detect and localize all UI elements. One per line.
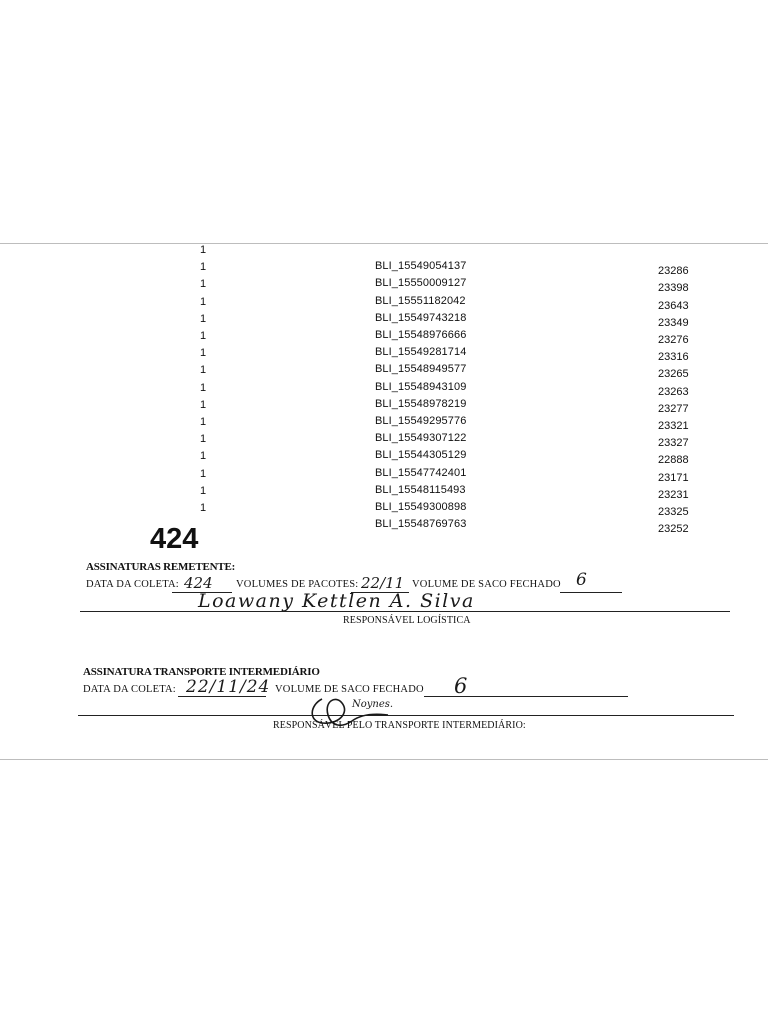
- row-quantity: 1: [200, 312, 207, 325]
- row-quantity: 1: [200, 381, 207, 394]
- row-reference-number: 23263: [658, 385, 689, 398]
- transport-date-label: DATA DA COLETA:: [83, 684, 176, 695]
- row-tracking-code: BLI_15549300898: [375, 501, 467, 513]
- manifest-row: [0, 261, 768, 278]
- manifest-row: [0, 330, 768, 347]
- manifest-row: [0, 433, 768, 450]
- row-quantity: 1: [200, 295, 207, 308]
- manifest-row: [0, 364, 768, 381]
- row-quantity: 1: [200, 261, 207, 274]
- manifest-row: [0, 244, 768, 261]
- row-tracking-code: BLI_15549743218: [375, 311, 467, 324]
- row-tracking-code: BLI_15547742401: [375, 466, 467, 479]
- row-tracking-code: BLI_15548943109: [375, 380, 467, 393]
- row-tracking-code: BLI_15549295776: [375, 415, 467, 427]
- row-tracking-code: BLI_15548976666: [375, 329, 467, 341]
- row-tracking-code: BLI_15551182042: [375, 294, 466, 307]
- sender-bag-line: [560, 592, 622, 593]
- row-reference-number: 23398: [658, 282, 689, 295]
- row-tracking-code: BLI_15550009127: [375, 277, 467, 290]
- transport-bag-label: VOLUME DE SACO FECHADO: [275, 684, 424, 695]
- transport-signature: Noynes.: [352, 699, 394, 710]
- row-reference-number: 23327: [658, 437, 689, 450]
- row-reference-number: 23349: [658, 316, 689, 329]
- row-tracking-code: BLI_15548978219: [375, 397, 467, 410]
- row-quantity: 1: [200, 398, 207, 411]
- manifest-row: [0, 313, 768, 330]
- row-reference-number: 23265: [658, 368, 689, 381]
- sender-bag-value: 6: [576, 570, 587, 590]
- row-reference-number: 23286: [658, 265, 689, 278]
- transport-signature-caption: RESPONSÁVEL PELO TRANSPORTE INTERMEDIÁRIO:: [273, 720, 526, 731]
- manifest-row: [0, 278, 768, 295]
- row-quantity: 1: [200, 416, 207, 428]
- row-reference-number: 23276: [658, 334, 689, 346]
- row-reference-number: 23252: [658, 523, 689, 536]
- manifest-row: [0, 450, 768, 467]
- row-tracking-code: BLI_15549307122: [375, 432, 467, 445]
- manifest-row: [0, 382, 768, 399]
- transport-date-value: 22/11/24: [186, 677, 271, 697]
- row-quantity: 1: [200, 330, 207, 342]
- row-quantity: 1: [200, 502, 207, 514]
- manifest-row: [0, 347, 768, 364]
- shipment-manifest-page: [0, 243, 768, 760]
- row-quantity: 1: [200, 484, 207, 497]
- row-reference-number: 23277: [658, 402, 689, 415]
- sender-section-title: ASSINATURAS REMETENTE:: [86, 561, 236, 573]
- row-reference-number: 23171: [658, 471, 689, 484]
- row-quantity: 1: [200, 278, 207, 291]
- row-tracking-code: BLI_15544305129: [375, 449, 467, 462]
- row-reference-number: 23316: [658, 351, 689, 364]
- sender-packages-label: VOLUMES DE PACOTES:: [236, 579, 359, 590]
- row-quantity: 1: [200, 364, 207, 377]
- manifest-row: [0, 502, 768, 519]
- row-reference-number: 23325: [658, 506, 689, 518]
- sender-signature: Loawany Kettlen A. Silva: [198, 590, 475, 612]
- row-reference-number: 23643: [658, 299, 689, 312]
- sender-date-value: 424: [184, 574, 213, 592]
- row-quantity: 1: [200, 347, 207, 360]
- row-reference-number: 22888: [658, 454, 689, 467]
- row-reference-number: 23231: [658, 488, 689, 501]
- row-tracking-code: BLI_15548949577: [375, 363, 467, 376]
- sender-signature-caption: RESPONSÁVEL LOGÍSTICA: [343, 615, 471, 626]
- manifest-row: [0, 468, 768, 485]
- row-quantity: 1: [200, 244, 207, 256]
- row-tracking-code: BLI_15548115493: [375, 483, 466, 496]
- row-tracking-code: BLI_15549281714: [375, 346, 467, 359]
- sender-bag-label: VOLUME DE SACO FECHADO: [412, 579, 561, 590]
- manifest-row: [0, 399, 768, 416]
- row-quantity: 1: [200, 467, 207, 480]
- transport-bag-value: 6: [454, 674, 468, 698]
- manifest-row: [0, 416, 768, 433]
- row-tracking-code: BLI_15548769763: [375, 518, 467, 531]
- row-quantity: 1: [200, 433, 207, 446]
- manifest-row: [0, 296, 768, 313]
- row-reference-number: 23321: [658, 420, 689, 432]
- sender-packages-value: 22/11: [361, 574, 405, 592]
- transport-section-title: ASSINATURA TRANSPORTE INTERMEDIÁRIO: [83, 666, 320, 678]
- row-quantity: 1: [200, 450, 207, 463]
- sender-date-label: DATA DA COLETA:: [86, 579, 179, 590]
- row-tracking-code: BLI_15549054137: [375, 260, 467, 273]
- manifest-item-list: [0, 244, 768, 536]
- total-count: 424: [150, 523, 199, 555]
- manifest-row: [0, 485, 768, 502]
- manifest-row: [0, 519, 768, 536]
